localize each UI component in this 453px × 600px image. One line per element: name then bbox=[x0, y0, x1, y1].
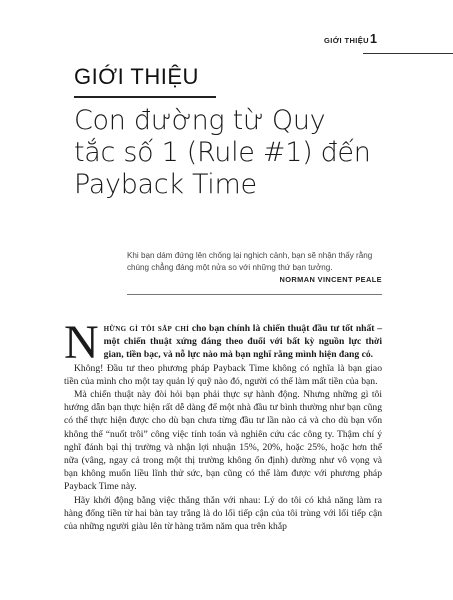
chapter-title-line: tắc số 1 (Rule #1) đến bbox=[74, 137, 371, 168]
running-head: GIỚI THIỆU bbox=[324, 36, 369, 45]
chapter-rule bbox=[74, 96, 216, 98]
body-text bbox=[64, 316, 383, 533]
epigraph-author: NORMAN VINCENT PEALE bbox=[279, 275, 382, 285]
chapter-title-line: Con đường từ Quy bbox=[74, 105, 326, 136]
lead-smallcaps: hững gì tôi sắp chỉ bbox=[103, 323, 190, 334]
lead-paragraph bbox=[64, 316, 383, 369]
body-paragraph: Mà chiến thuật này đòi hỏi bạn phải thực sự hành động. Nhưng những gì tôi hướng dẫn bạn thực hiện rất dễ dàng để một nhà đầu tư bình thường như bạn cũng có thể thực hiện được cho dù bạn chưa từng đầu tư lần nào cả và cho dù bạn vốn không thể “nuốt trôi” công việc tính toán và nghiên cứu các công ty. Thậm chí ý nghĩ đánh bại thị trường và nhận lợi nhuận 15%, 20%, hoặc 25%, hoặc hơn thế nữa (vâng, ngay cả trong một thị trường không ổn định) dường như vô vọng và bạn không muốn liều lĩnh thử sức, bạn cũng có thể làm được với phương pháp Payback Time này. bbox=[64, 389, 382, 493]
epigraph bbox=[127, 250, 382, 287]
chapter-title-line: Payback Time bbox=[74, 169, 257, 200]
body-paragraph: Không! Đầu tư theo phương pháp Payback Time không có nghĩa là bạn giao tiền của mình cho một tay quản lý quỹ nào đó, người có thể làm mất tiền của bạn. bbox=[64, 362, 382, 387]
lead-text: cho bạn chính là chiến thuật đầu tư tốt nhất – một chiến thuật xứng đáng theo đuổi với bất kỳ nguồn lực thời gian, tiền bạc, và nỗ lực nào mà bạn nghĩ rằng mình hiện đang có. bbox=[103, 323, 383, 361]
epigraph-text: Khi bạn dám đứng lên chống lại nghịch cảnh, bạn sẽ nhận thấy rằng chúng chẳng đáng một nửa so với những thứ bạn tưởng. bbox=[127, 251, 373, 273]
chapter-title bbox=[74, 105, 434, 201]
header-rule bbox=[363, 53, 453, 54]
chapter-label: GIỚI THIỆU bbox=[74, 64, 199, 89]
page-number: 1 bbox=[370, 32, 377, 46]
drop-cap: N bbox=[64, 316, 99, 369]
epigraph-rule bbox=[127, 294, 382, 295]
body-paragraph: Hãy khởi động bằng việc thẳng thắn với nhau: Lý do tôi có khả năng làm ra hàng đống tiền từ hai bàn tay trắng là do lối tiếp cận của tôi trùng với lối tiếp cận của những người giàu lên từ hàng trăm năm qua trên khắp bbox=[64, 494, 382, 533]
